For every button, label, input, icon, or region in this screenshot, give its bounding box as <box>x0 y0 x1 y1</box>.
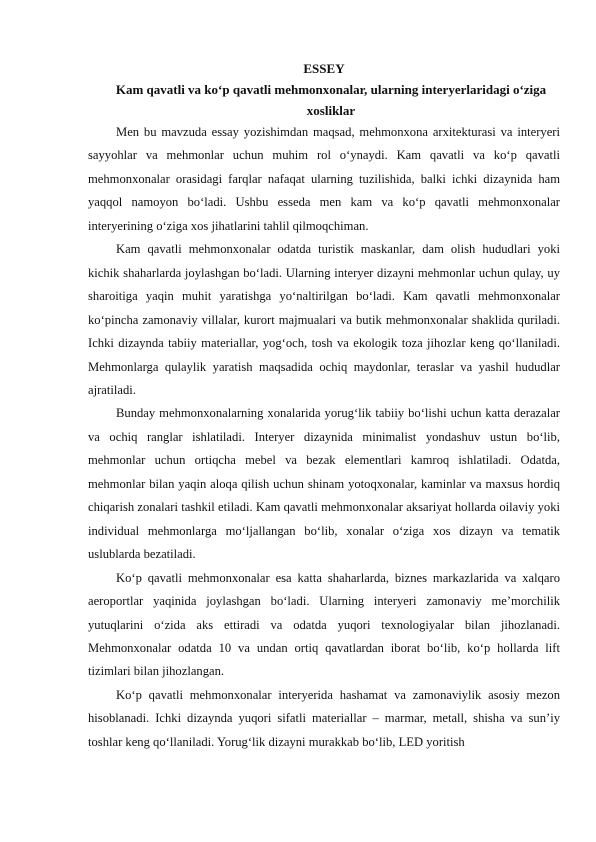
paragraph: Men bu mavzuda essay yozishimdan maqsad, mehmonxona arxitekturasi va interyeri sayyohlar va mehmonlar uchun muhim rol o‘ynaydi. Kam qavatli va ko‘p qavatli mehmonxonalar orasidagi farqlar nafaqat ularning tuzilishida, balki ichki dizaynida ham yaqqol namoyon bo‘ladi. Ushbu esseda men kam va ko‘p qavatli mehmonxonalar interyerining o‘ziga xos jihatlarini tahlil qilmoqchiman. <box>88 125 560 233</box>
paragraph: Bunday mehmonxonalarning xonalarida yorug‘lik tabiiy bo‘lishi uchun katta derazalar va ochiq ranglar ishlatiladi. Interyer dizaynida minimalist yondashuv ustun bo‘lib, mehmonlar uchun ortiqcha mebel va bezak elementlari kamroq ishlatiladi. Odatda, mehmonlar bilan yaqin aloqa qilish uchun shinam yotoqxonalar, kaminlar va maxsus hordiq chiqarish zonalari tashkil etiladi. Kam qavatli mehmonxonalar aksariyat hollarda oilaviy yoki individual mehmonlarga mo‘ljallangan bo‘lib, xonalar o‘ziga xos dizayn va tematik uslublarda bezatiladi. <box>88 406 560 562</box>
paragraph: Ko‘p qavatli mehmonxonalar esa katta shaharlarda, biznes markazlarida va xalqaro aeroportlar yaqinida joylashgan bo‘ladi. Ularning interyeri zamonaviy me’morchilik yutuqlarini o‘zida aks ettiradi va odatda yuqori texnologiyalar bilan jihozlanadi. Mehmonxonalar odatda 10 va undan ortiq qavatlardan iborat bo‘lib, ko‘p hollarda lift tizimlari bilan jihozlangan. <box>88 570 560 679</box>
document-page <box>88 58 560 754</box>
paragraph: Ko‘p qavatli mehmonxonalar interyerida hashamat va zamonaviylik asosiy mezon hisoblanadi. Ichki dizaynda yuqori sifatli materiallar – marmar, metall, shisha va sun’iy toshlar keng qo‘llaniladi. Yorug‘lik dizayni murakkab bo‘lib, LED yoritish <box>88 687 560 749</box>
document-subtitle: Kam qavatli va ko‘p qavatli mehmonxonalar, ularning interyerlaridagi o‘ziga xosliklar <box>115 82 547 118</box>
paragraph: Kam qavatli mehmonxonalar odatda turistik maskanlar, dam olish hududlari yoki kichik shaharlarda joylashgan bo‘ladi. Ularning interyer dizayni mehmonlar uchun qulay, uy sharoitiga yaqin muhit yaratishga yo‘naltirilgan bo‘ladi. Kam qavatli mehmonxonalar ko‘pincha zamonaviy villalar, kurort majmualari va butik mehmonxonalar shaklida quriladi. Ichki dizaynda tabiiy materiallar, yog‘och, tosh va ekologik toza jihozlar keng qo‘llaniladi. Mehmonlarga qulaylik yaratish maqsadida ochiq maydonlar, teraslar va yashil hududlar ajratiladi. <box>88 242 560 397</box>
document-title: ESSEY <box>303 61 345 76</box>
